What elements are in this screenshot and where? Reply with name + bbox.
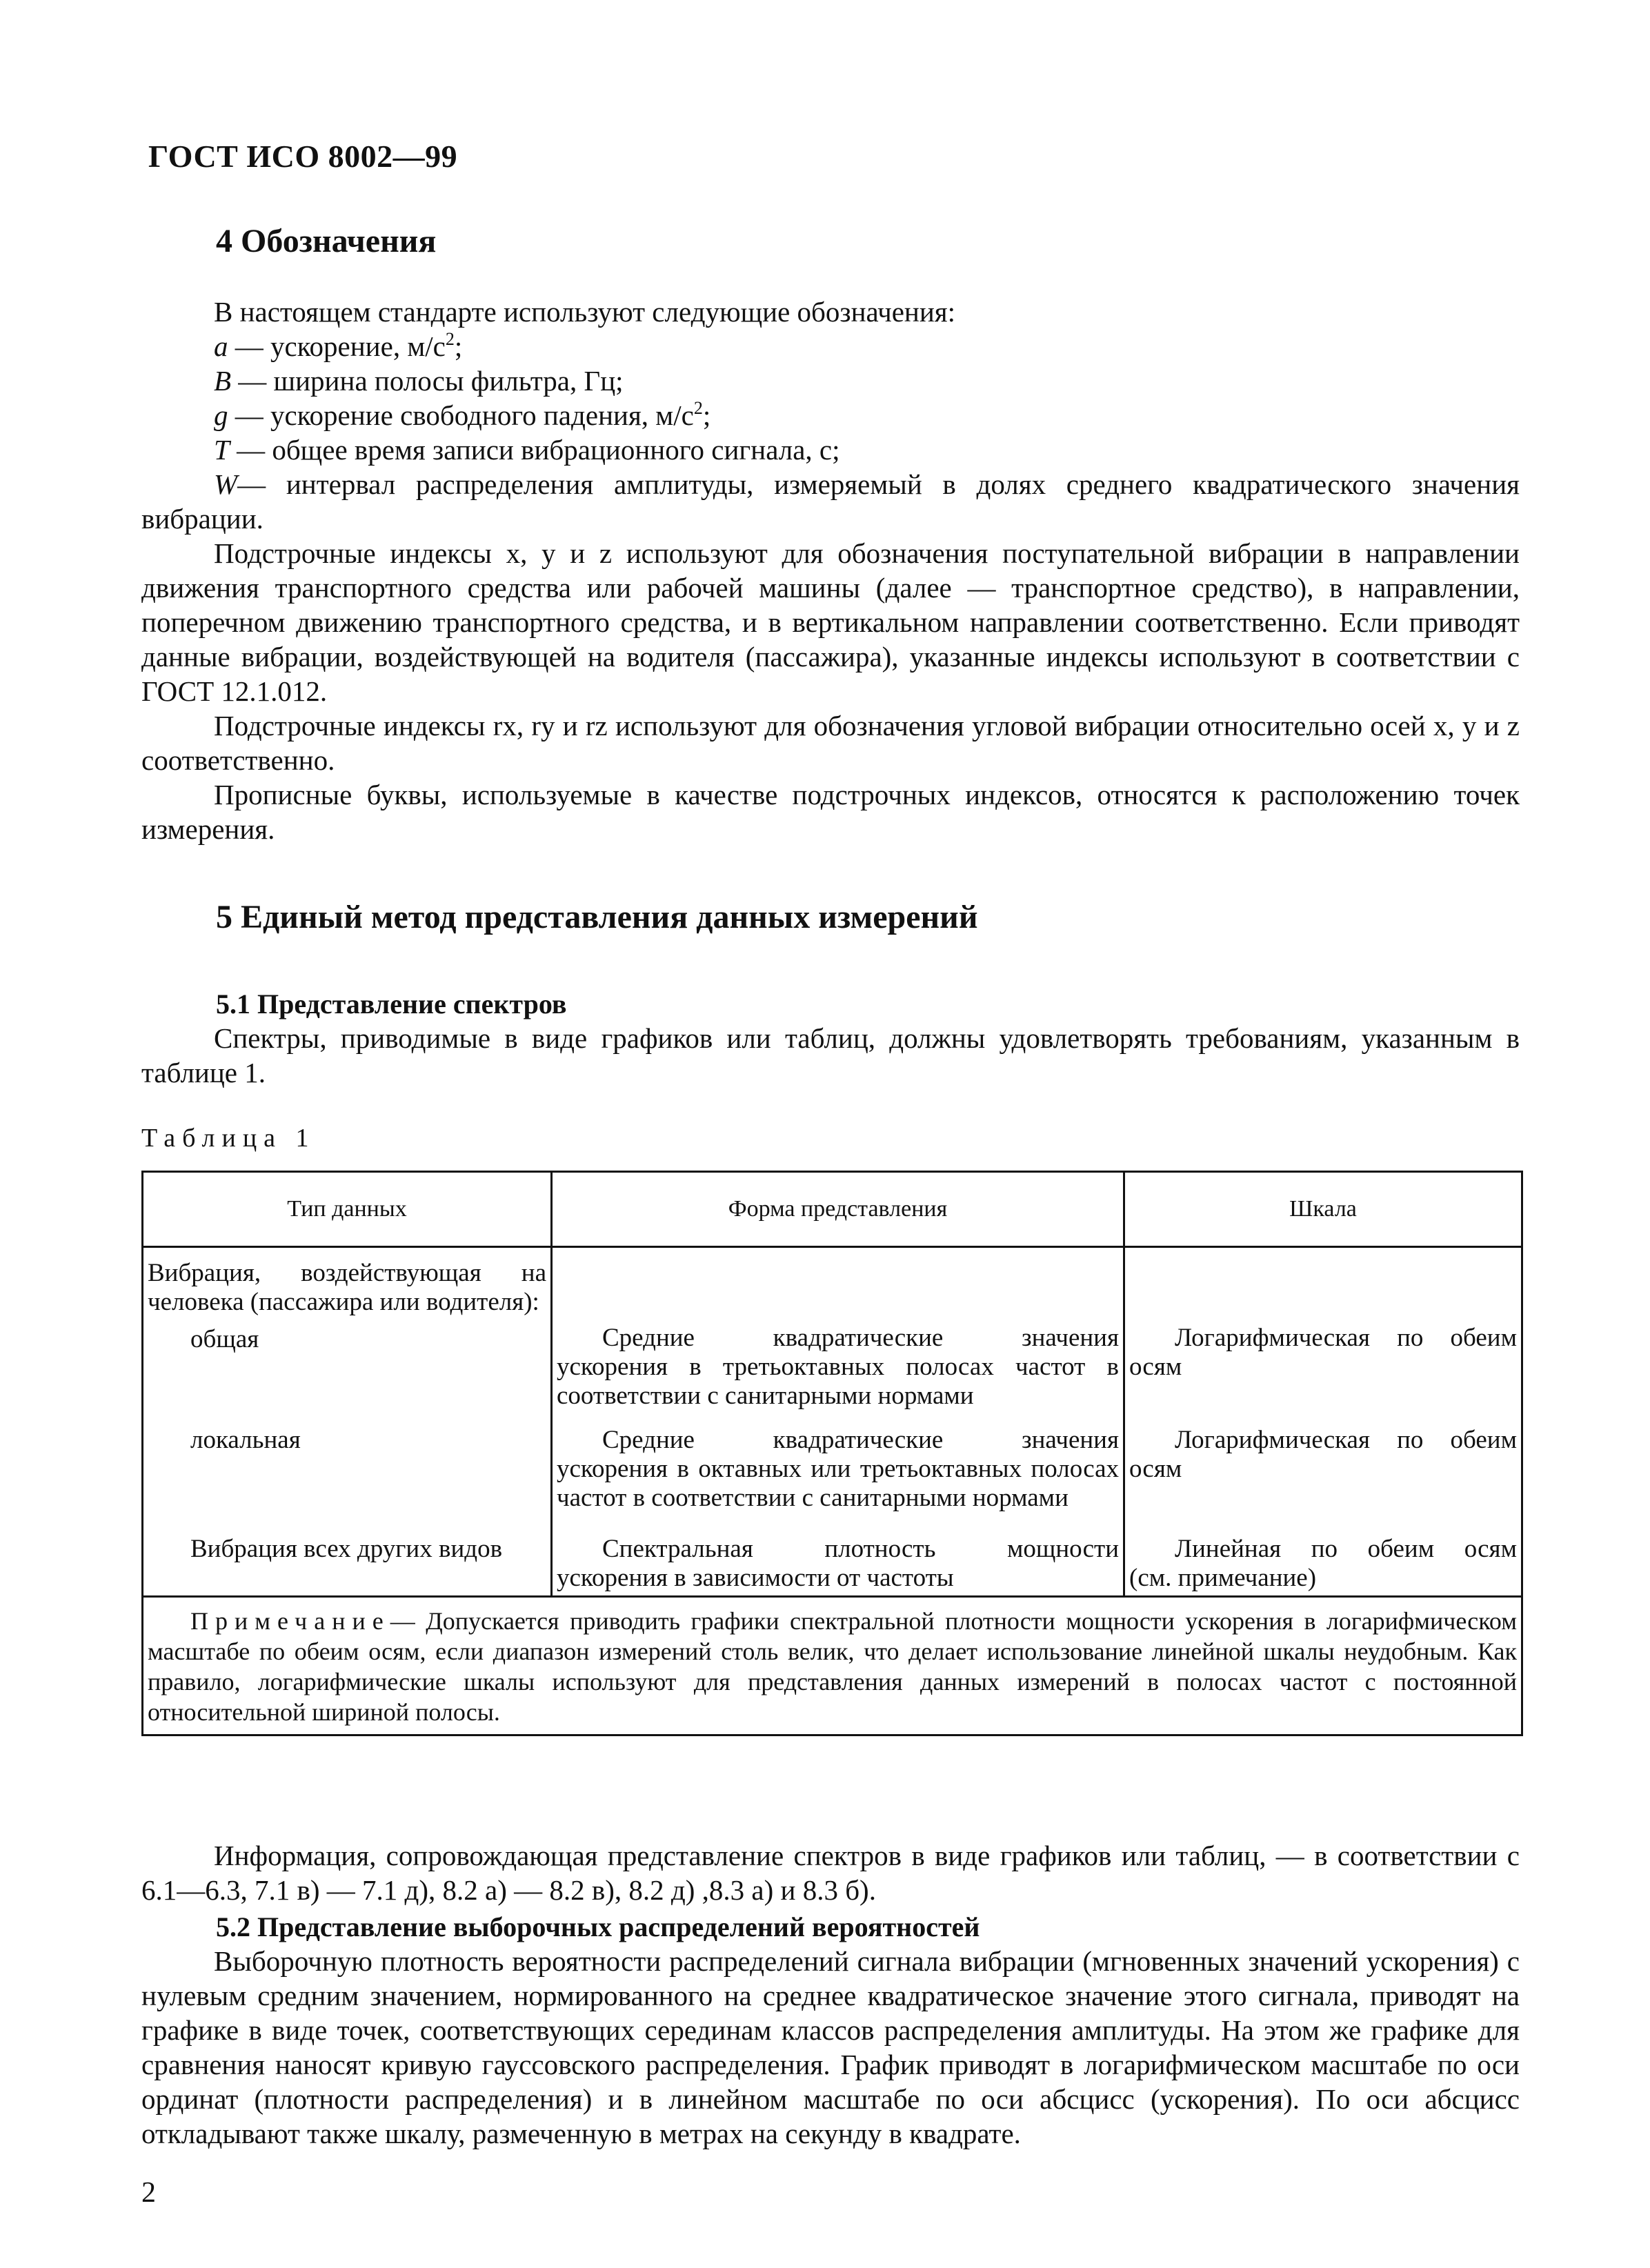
table-row-other	[143, 1525, 1522, 1597]
form-rest: ускорения в октавных или третьоктавных полосах частот в соответствии с санитарными нормами	[557, 1455, 1119, 1512]
symbol-item-t	[214, 432, 840, 467]
subsection-5-2-title: 5.2 Представление выборочных распределений вероятностей	[216, 1911, 980, 1942]
scale-cell	[1124, 1426, 1522, 1525]
subsection-5-2-text: Выборочную плотность вероятности распределений сигнала вибрации (мгновенных значений ускорения) с нулевым средним значением, нормированного на среднее квадратическое значение этого сигнала, приводят на графике в виде точек, соответствующих серединам классов распределения амплитуды. На этом же графике для сравнения наносят кривую гауссовского распределения. График приводят в логарифмическом масштабе по оси ординат (плотности распределения) и в линейном масштабе по оси абсцисс (ускорения). По оси абсцисс откладывают также шкалу, размеченную в метрах на секунду в квадрате.	[141, 1945, 1520, 2149]
paragraph-subscripts-angular: Подстрочные индексы rx, ry и rz используют для обозначения угловой вибрации относительно осей x, y и z соответственно.	[141, 710, 1520, 776]
table-row-local	[143, 1426, 1522, 1525]
section-5-title: 5 Единый метод представления данных измерений	[216, 899, 978, 935]
scale-rest: осям	[1129, 1455, 1182, 1483]
table-note-row	[143, 1597, 1522, 1735]
symbol-item-g	[214, 398, 710, 432]
paragraph-subscripts-xyz: Подстрочные индексы x, y и z используют для обозначения поступательной вибрации в направлении движения транспортного средства или рабочей машины (далее — транспортное средство), в направлении, поперечном движению транспортного средства, и в вертикальном направлении соответственно. Если приводят данные вибрации, воздействующей на водителя (пассажира), указанные индексы используют в соответствии с ГОСТ 12.1.012.	[141, 537, 1520, 707]
form-cell	[552, 1324, 1124, 1426]
symbol-item-w	[141, 467, 1520, 536]
table-row-group	[143, 1247, 1522, 1324]
form-lead: Средние квадратические значения	[602, 1324, 1119, 1352]
scale-lead: Линейная по обеим осям	[1175, 1535, 1517, 1563]
type-cell: Вибрация всех других видов	[143, 1525, 552, 1597]
symbol: a	[214, 330, 228, 362]
form-rest: ускорения в зависимости от частоты	[557, 1564, 954, 1592]
empty-cell	[1124, 1247, 1522, 1324]
form-lead: Средние квадратические значения	[602, 1426, 1119, 1454]
symbol-definition: — интервал распределения амплитуды, измеряемый в долях среднего квадратического значения вибрации.	[141, 468, 1520, 535]
table-caption: Таблица 1	[141, 1124, 316, 1153]
superscript: 2	[693, 398, 703, 418]
standard-header: ГОСТ ИСО 8002—99	[148, 139, 458, 174]
symbol: T	[214, 434, 230, 466]
scale-lead: Логарифмическая по обеим	[1175, 1426, 1517, 1454]
table-row-general	[143, 1324, 1522, 1426]
superscript: 2	[445, 329, 455, 349]
symbol-definition: — ускорение свободного падения, м/с	[228, 399, 694, 431]
header-presentation-form: Форма представления	[552, 1172, 1124, 1247]
note-label: Примечание	[190, 1607, 390, 1635]
type-cell: локальная	[143, 1426, 552, 1525]
section-4-title: 4 Обозначения	[216, 223, 437, 259]
form-rest: ускорения в третьоктавных полосах частот в соответствии с санитарными нормами	[557, 1353, 1119, 1410]
symbol-tail: ;	[454, 330, 463, 362]
note-text: — Допускается приводить графики спектральной плотности мощности ускорения в логарифмическом масштабе по обеим осям, если диапазон измерений столь велик, что делает использование линейной шкалы неудобным. Как правило, логарифмические шкалы используют для представления данных измерений в полосах частот с постоянной относительной шириной полосы.	[148, 1607, 1517, 1726]
subsection-5-1-title: 5.1 Представление спектров	[216, 988, 567, 1019]
subsection-5-1-text: Спектры, приводимые в виде графиков или таблиц, должны удовлетворять требованиям, указанным в таблице 1.	[141, 1022, 1520, 1088]
scale-rest: (см. примечание)	[1129, 1564, 1317, 1592]
header-data-type: Тип данных	[143, 1172, 552, 1247]
table-note	[143, 1597, 1522, 1735]
symbol-item-a	[214, 329, 462, 364]
symbol-tail: ;	[702, 399, 711, 431]
symbol: B	[214, 365, 232, 397]
scale-cell	[1124, 1324, 1522, 1426]
scale-cell	[1124, 1525, 1522, 1597]
empty-cell	[552, 1247, 1124, 1324]
symbol-definition: — общее время записи вибрационного сигнала, с;	[229, 434, 840, 466]
symbol: W	[214, 468, 238, 500]
form-lead: Спектральная плотность мощности	[602, 1535, 1119, 1563]
symbol: g	[214, 399, 228, 431]
table-1	[141, 1171, 1523, 1736]
form-cell	[552, 1426, 1124, 1525]
table-header-row	[143, 1172, 1522, 1247]
symbol-item-b	[214, 364, 624, 398]
symbol-definition: — ускорение, м/с	[228, 330, 446, 362]
header-scale: Шкала	[1124, 1172, 1522, 1247]
paragraph-capital-letters: Прописные буквы, используемые в качестве подстрочных индексов, относятся к расположению точек измерения.	[141, 779, 1520, 845]
scale-lead: Логарифмическая по обеим	[1175, 1324, 1517, 1352]
page-number: 2	[141, 2177, 156, 2209]
paragraph-after-table: Информация, сопровождающая представление спектров в виде графиков или таблиц, — в соответствии с 6.1—6.3, 7.1 в) — 7.1 д), 8.2 а) — 8.2 в), 8.2 д) ,8.3 а) и 8.3 б).	[141, 1840, 1520, 1906]
section-4-intro: В настоящем стандарте используют следующие обозначения:	[214, 296, 956, 328]
group-label-cell: Вибрация, воздействующая на человека (пассажира или водителя):	[143, 1247, 552, 1324]
scale-rest: осям	[1129, 1353, 1182, 1381]
type-cell: общая	[143, 1324, 552, 1426]
symbol-definition: — ширина полосы фильтра, Гц;	[231, 365, 624, 397]
form-cell	[552, 1525, 1124, 1597]
